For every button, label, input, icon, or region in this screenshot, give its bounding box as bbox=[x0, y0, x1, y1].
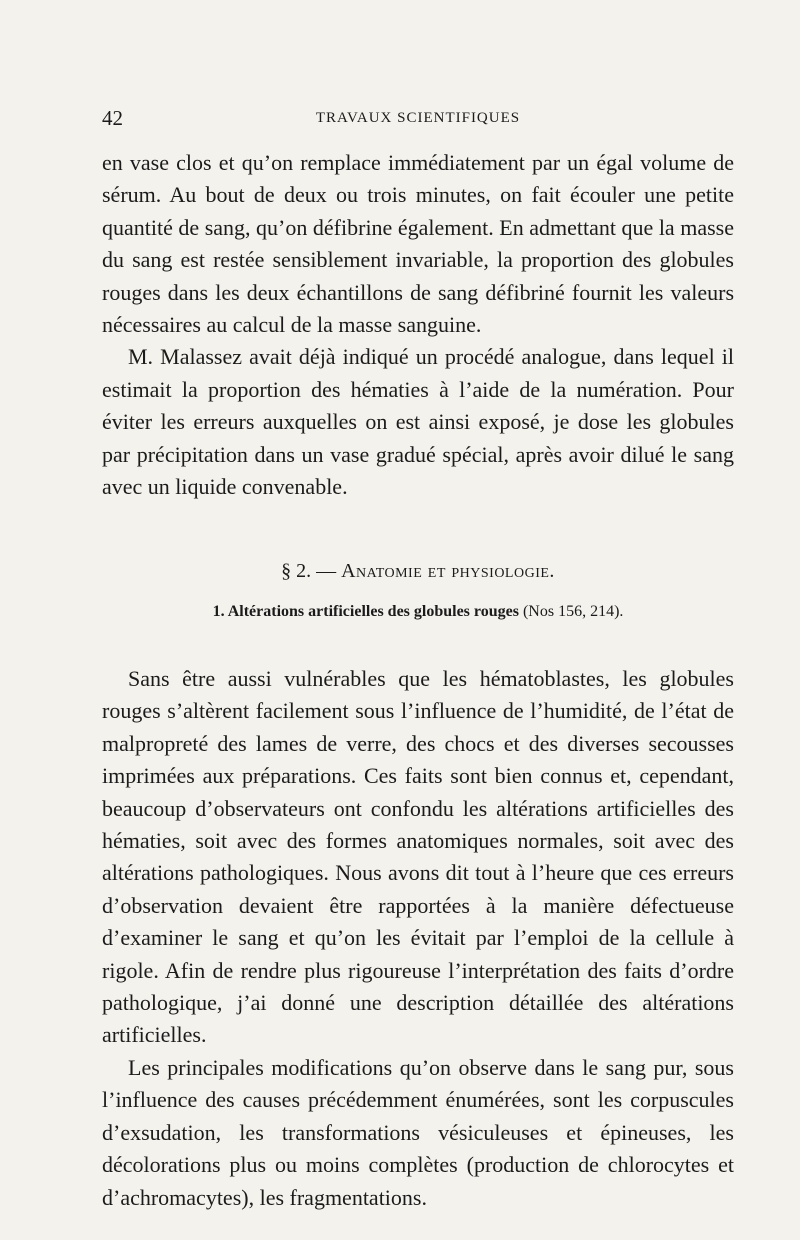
section-heading bbox=[102, 560, 734, 583]
text-block-top bbox=[102, 147, 734, 503]
page-number: 42 bbox=[102, 106, 123, 130]
text-block-bottom bbox=[102, 663, 734, 1214]
paragraph: Les principales modifications qu’on observe dans le sang pur, sous l’influence des causes précédemment énumérées, sont les corpuscules d’exsudation, les transformations vésiculeuses et épineuses, les décolorations plus ou moins complètes (production de chlorocytes et d’achromacytes), les fragmentations. bbox=[102, 1054, 734, 1210]
section-number: § 2. — bbox=[281, 560, 337, 582]
subsection-title: Altérations artificielles des globules rouges bbox=[227, 603, 519, 620]
section-title: Anatomie et physiologie. bbox=[341, 560, 555, 582]
paragraph: Sans être aussi vulnérables que les hématoblastes, les globules rouges s’altèrent facilement sous l’influence de l’humidité, de l’état de malpropreté des lames de verre, des chocs et des diverses secousses imprimées aux préparations. Ces faits sont bien connus et, cependant, beaucoup d’observateurs ont confondu les altérations artificielles des hématies, soit avec des formes anatomiques normales, soit avec des altérations pathologiques. Nous avons dit tout à l’heure que ces erreurs d’observation devaient être rapportées à la manière défectueuse d’examiner le sang et qu’on les évitait par l’emploi de la cellule à rigole. Afin de rendre plus rigoureuse l’interprétation des faits d’ordre pathologique, j’ai donné une description détaillée des altérations artificielles. bbox=[102, 666, 734, 1048]
paragraph: en vase clos et qu’on remplace immédiatement par un égal volume de sérum. Au bout de deux ou trois minutes, on fait écouler une petite quantité de sang, qu’on défibrine également. En admettant que la masse du sang est restée sensiblement invariable, la proportion des globules rouges dans les deux échantillons de sang défibriné fournit les valeurs nécessaires au calcul de la masse sanguine. bbox=[102, 150, 734, 338]
running-title: TRAVAUX SCIENTIFIQUES bbox=[315, 110, 521, 126]
running-header bbox=[102, 106, 734, 136]
subsection-number: 1. bbox=[212, 603, 225, 620]
subsection-heading bbox=[102, 603, 734, 621]
subsection-refs: (Nos 156, 214). bbox=[522, 603, 624, 620]
paragraph: M. Malassez avait déjà indiqué un procédé analogue, dans lequel il estimait la proportion des hématies à l’aide de la numération. Pour éviter les erreurs auxquelles on est ainsi exposé, je dose les globules par précipitation dans un vase gradué spécial, après avoir dilué le sang avec un liquide convenable. bbox=[102, 344, 734, 500]
